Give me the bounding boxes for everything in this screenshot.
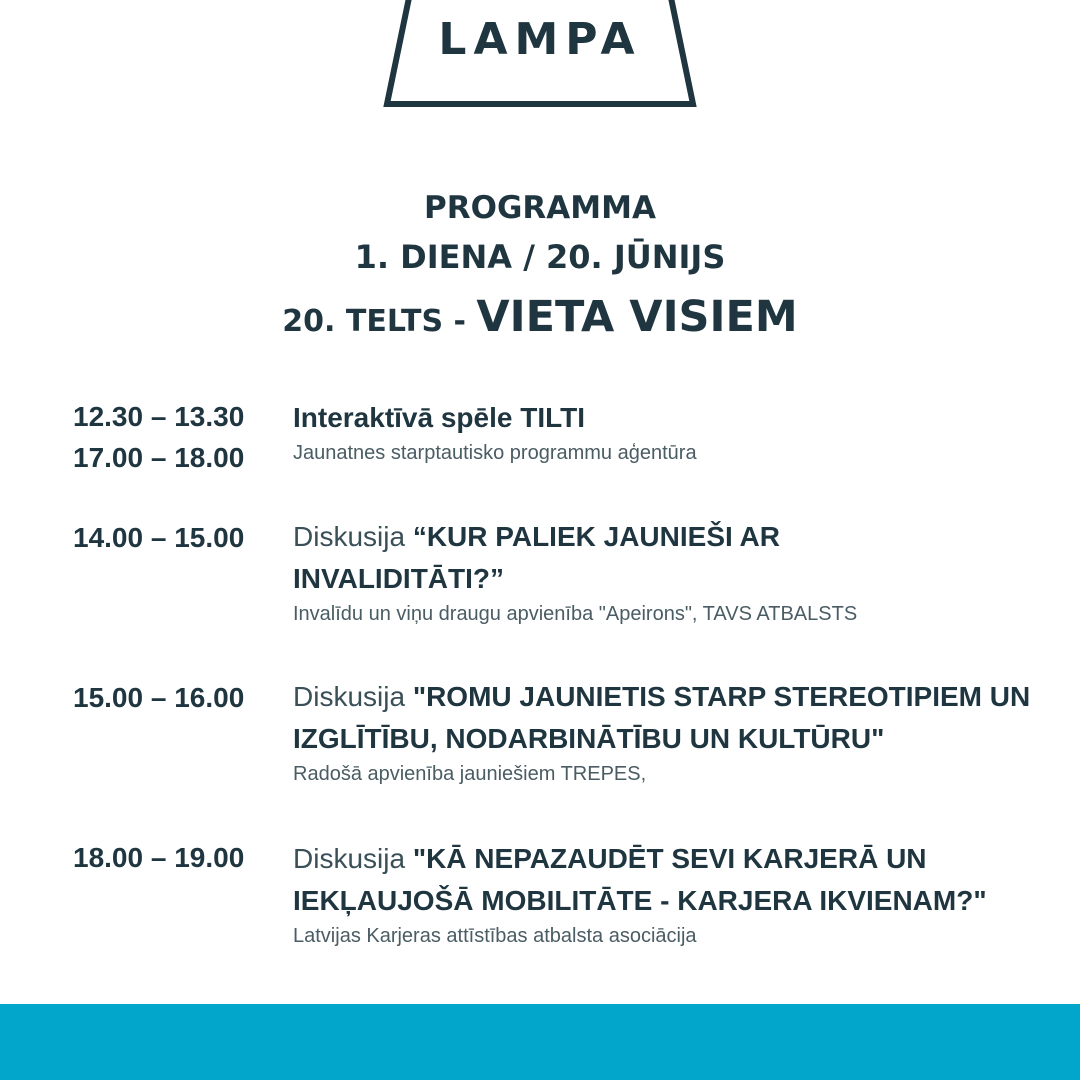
event-name: "KĀ NEPAZAUDĒT SEVI KARJERĀ UN IEKĻAUJOŠĀ MOBILITĀTE - KARJERA IKVIENAM?"	[293, 843, 987, 916]
event-time: 14.00 – 15.00	[73, 522, 245, 553]
event-name: "ROMU JAUNIETIS STARP STEREOTIPIEM UN IZGLĪTĪBU, NODARBINĀTĪBU UN KULTŪRU"	[293, 681, 1031, 754]
event-organizer: Invalīdu un viņu draugu apvienība "Apeirons", TAVS ATBALSTS	[293, 603, 858, 625]
event-time: 12.30 – 13.30	[73, 401, 245, 432]
event-name: Interaktīvā spēle TILTI	[293, 402, 586, 433]
event-organizer: Jaunatnes starptautisko programmu aģentūra	[293, 442, 697, 464]
event-organizer: Radošā apvienība jauniešiem TREPES,	[293, 763, 647, 785]
event-organizer: Latvijas Karjeras attīstības atbalsta asociācija	[293, 925, 697, 947]
logo-text: LAMPA	[438, 14, 642, 65]
event-time: 17.00 – 18.00	[73, 442, 245, 473]
footer-bar	[0, 1004, 1080, 1080]
tent-name: VIETA VISIEM	[476, 292, 798, 342]
tent-number: 20. TELTS -	[282, 304, 477, 339]
event-title	[293, 516, 813, 600]
day-heading: 1. DIENA / 20. JŪNIJS	[354, 238, 726, 276]
event-type: Diskusija	[293, 681, 413, 712]
event-title	[293, 676, 1053, 760]
program-heading: PROGRAMMA	[424, 190, 656, 226]
lampa-logo	[383, 0, 697, 110]
event-type: Diskusija	[293, 843, 413, 874]
tent-heading	[0, 292, 1080, 342]
event-title	[293, 838, 1053, 922]
event-type: Diskusija	[293, 521, 413, 552]
event-time: 15.00 – 16.00	[73, 682, 245, 713]
event-title	[293, 397, 1053, 439]
event-time: 18.00 – 19.00	[73, 842, 245, 873]
event-name: “KUR PALIEK JAUNIEŠI AR INVALIDITĀTI?”	[293, 521, 780, 594]
